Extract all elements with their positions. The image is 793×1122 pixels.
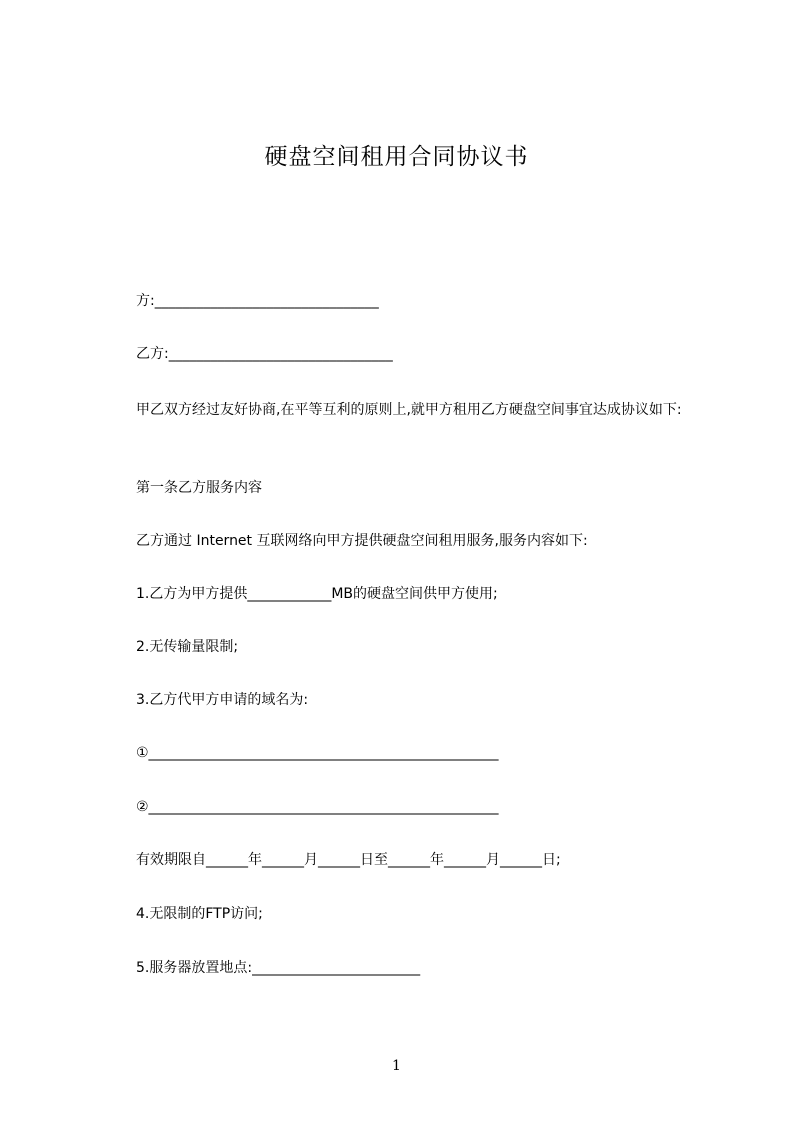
validity-period: 有效期限自______年______月______日至______年______月______日; — [136, 852, 561, 868]
page-number: 1 — [392, 1058, 401, 1074]
intro-paragraph: 甲乙双方经过友好协商,在平等互利的原则上,就甲方租用乙方硬盘空间事宜达成协议如下: — [136, 402, 682, 418]
item-4: 4.无限制的FTP访问; — [136, 906, 263, 922]
article-1-heading: 第一条乙方服务内容 — [136, 480, 262, 496]
party-a-line: 方:________________________________ — [136, 293, 379, 309]
item-2: 2.无传输量限制; — [136, 639, 239, 655]
domain-line-2: ②__________________________________________________ — [136, 799, 499, 815]
item-1: 1.乙方为甲方提供____________MB的硬盘空间供甲方使用; — [136, 586, 498, 602]
item-5: 5.服务器放置地点:________________________ — [136, 960, 421, 976]
document-title: 硬盘空间租用合同协议书 — [264, 144, 529, 170]
domain-line-1: ①__________________________________________________ — [136, 745, 499, 761]
party-b-line: 乙方:________________________________ — [136, 346, 393, 362]
item-3: 3.乙方代甲方申请的域名为: — [136, 692, 309, 708]
service-intro: 乙方通过 Internet 互联网络向甲方提供硬盘空间租用服务,服务内容如下: — [136, 533, 588, 549]
